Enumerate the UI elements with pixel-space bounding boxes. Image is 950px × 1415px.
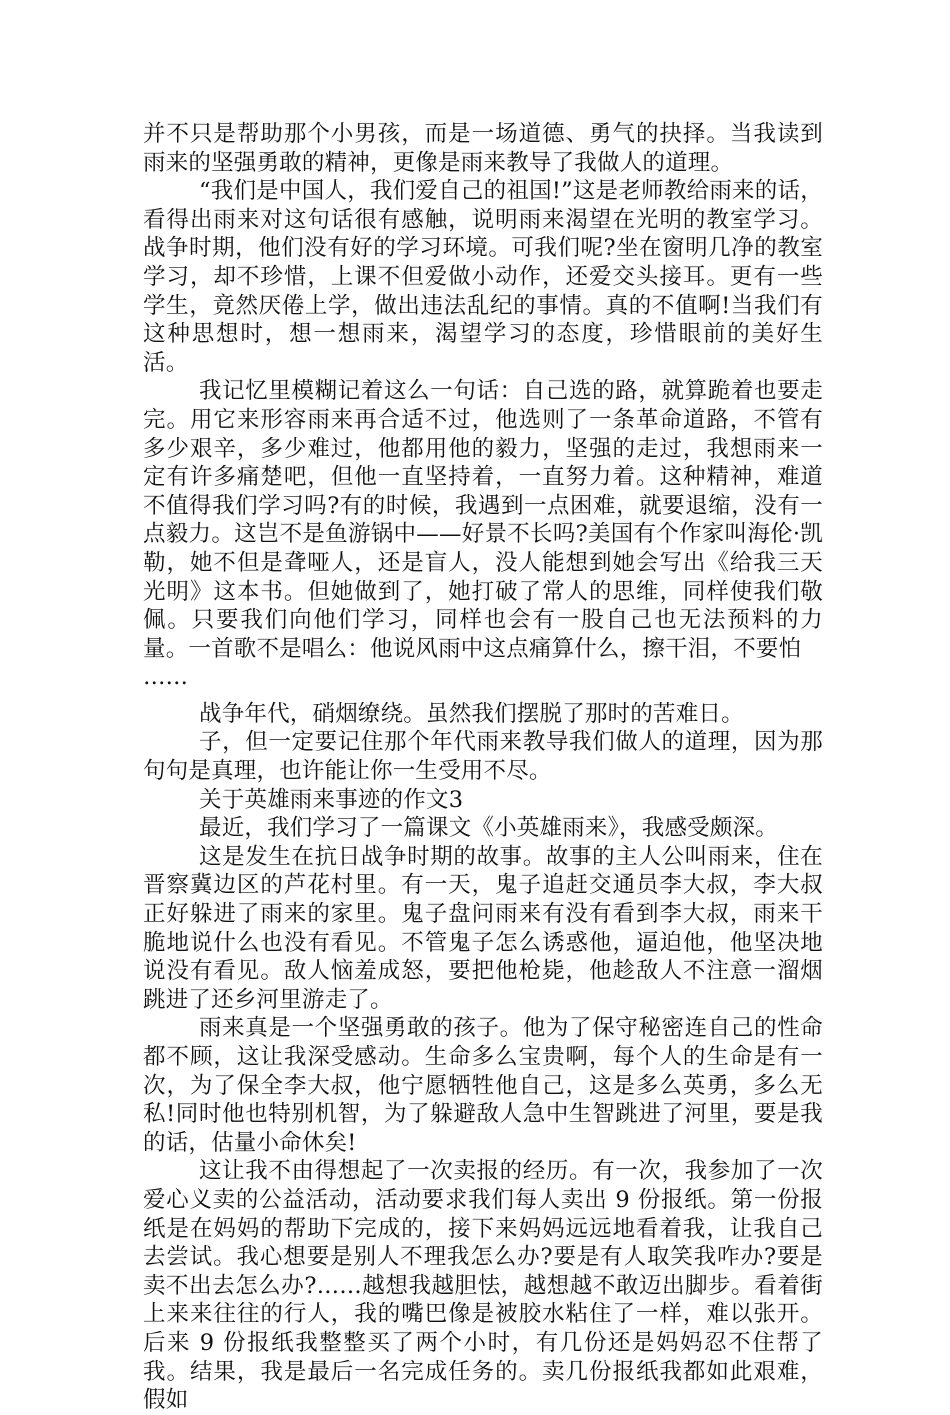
paragraph-9: 这让我不由得想起了一次卖报的经历。有一次，我参加了一次爱心义卖的公益活动，活动要求我们每人卖出 9 份报纸。第一份报纸是在妈妈的帮助下完成的，接下来妈妈远远地看着我，让我自己去尝试。我心想要是别人不理我怎么办?要是有人取笑我咋办?要是卖不出去怎么办?……越想我越胆怯，越想越不敢迈出脚步。看着街上来来往往的行人，我的嘴巴像是被胶水粘住了一样，难以张开。后来 9 份报纸我整整买了两个小时，有几份还是妈妈忍不住帮了我。结果，我是最后一名完成任务的。卖几份报纸我都如此艰难，假如 [143, 1158, 823, 1414]
paragraph-8: 雨来真是一个坚强勇敢的孩子。他为了保守秘密连自己的性命都不顾，这让我深受感动。生命多么宝贵啊，每个人的生命是有一次，为了保全李大叔，他宁愿牺牲他自己，这是多么英勇，多么无私!同时他也特别机智，为了躲避敌人急中生智跳进了河里，要是我的话，估量小命休矣! [143, 1015, 823, 1156]
paragraph-2: “我们是中国人，我们爱自己的祖国!”这是老师教给雨来的话，看得出雨来对这句话很有感触，说明雨来渴望在光明的教室学习。战争时期，他们没有好的学习环境。可我们呢?坐在窗明几净的教室学习，却不珍惜，上课不但爱做小动作，还爱交头接耳。更有一些学生，竟然厌倦上学，做出违法乱纪的事情。真的不值啊!当我们有这种思想时，想一想雨来，渴望学习的态度，珍惜眼前的美好生活。 [143, 178, 823, 376]
section-heading: 关于英雄雨来事迹的作文3 [199, 786, 464, 813]
document-body [143, 120, 823, 1415]
paragraph-7: 这是发生在抗日战争时期的故事。故事的主人公叫雨来，住在晋察冀边区的芦花村里。有一天，鬼子追赶交通员李大叔，李大叔正好躲进了雨来的家里。鬼子盘问雨来有没有看到李大叔，雨来干脆地说什么也没有看见。不管鬼子怎么诱惑他，逼迫他，他坚决地说没有看见。敌人恼羞成怒，要把他枪毙，他趁敌人不注意一溜烟跳进了还乡河里游走了。 [143, 843, 823, 1013]
paragraph-ellipsis: …… [143, 664, 188, 691]
paragraph-3: 我记忆里模糊记着这么一句话：自己选的路，就算跪着也要走完。用它来形容雨来再合适不过，他选则了一条革命道路，不管有多少艰辛，多少难过，他都用他的毅力，坚强的走过，我想雨来一定有许多痛楚吧，但他一直坚持着，一直努力着。这种精神，难道不值得我们学习吗?有的时候，我遇到一点困难，就要退缩，没有一点毅力。这岂不是鱼游锅中——好景不长吗?美国有个作家叫海伦·凯勒，她不但是聋哑人，还是盲人，没人能想到她会写出《给我三天光明》这本书。但她做到了，她打破了常人的思维，同样使我们敬佩。只要我们向他们学习，同样也会有一股自己也无法预料的力量。一首歌不是唱么：他说风雨中这点痛算什么，擦干泪，不要怕 [143, 378, 823, 662]
paragraph-6: 最近，我们学习了一篇课文《小英雄雨来》，我感受颇深。 [199, 815, 778, 842]
paragraph-4: 战争年代，硝烟缭绕。虽然我们摆脱了那时的苦难日。 [199, 700, 744, 727]
paragraph-5: 子，但一定要记住那个年代雨来教导我们做人的道理，因为那句句是真理，也许能让你一生受用不尽。 [143, 729, 823, 785]
paragraph-1: 并不只是帮助那个小男孩，而是一场道德、勇气的抉择。当我读到雨来的坚强勇敢的精神，更像是雨来教导了我做人的道理。 [143, 121, 823, 176]
